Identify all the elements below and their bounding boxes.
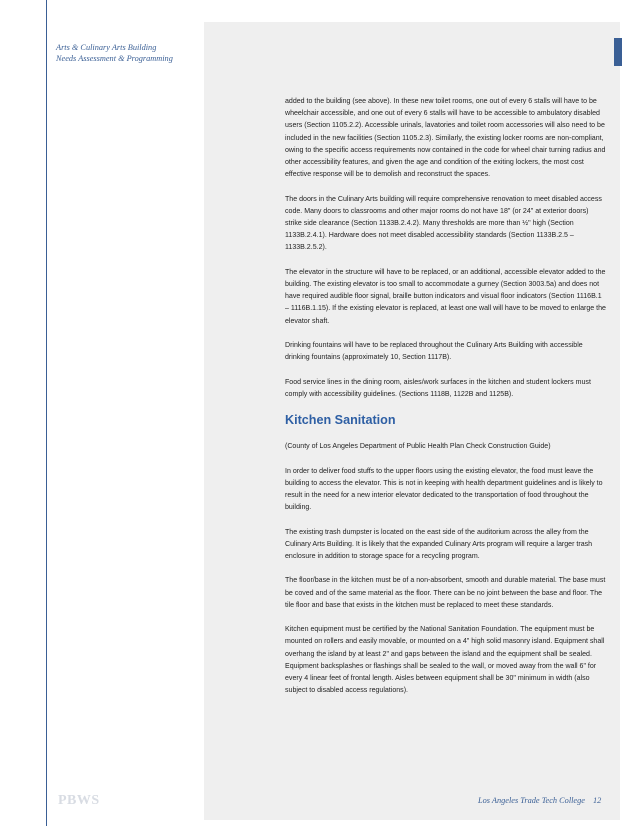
running-footer	[478, 796, 601, 805]
page-number: 12	[592, 796, 602, 805]
footer-college-name: Los Angeles Trade Tech College	[478, 796, 585, 805]
paragraph: Drinking fountains will have to be replaced throughout the Culinary Arts Building with accessible drinking fountains (approximately 10, Section 1117B).	[285, 342, 583, 362]
section-heading: Kitchen Sanitation	[285, 413, 396, 428]
running-header	[56, 42, 206, 64]
left-margin-rule	[46, 0, 47, 826]
page-tab-marker	[614, 38, 622, 66]
paragraph: Food service lines in the dining room, aisles/work surfaces in the kitchen and student lockers must comply with accessibility guidelines. (Sections 1118B, 1122B and 1125B).	[285, 378, 591, 398]
paragraph: added to the building (see above). In these new toilet rooms, one out of every 6 stalls will have to be wheelchair accessible, and one out of every 6 stalls will have to be accessible to ambulatory disabled users (Section 1105.2.2). Accessible urinals, lavatories and toilet room accessories will also need to be included in the new facilities (Section 1105.2.3). Similarly, the existing locker rooms are non-compliant, owing to the specific access requirements now contained in the code for wheel chair turning radius and other accessibility features, and given the age and condition of the exiting lockers, the most cost effective response will be to demolish and reconstruct the spaces.	[285, 98, 606, 179]
paragraph: The floor/base in the kitchen must be of a non-absorbent, smooth and durable material. The base must be coved and of the same material as the floor. There can be no joint between the base and floor. The tile floor and base that exists in the kitchen must be replaced to meet these standards.	[285, 577, 606, 609]
running-header-line-2: Needs Assessment & Programming	[56, 54, 173, 63]
paragraph: In order to deliver food stuffs to the upper floors using the existing elevator, the food must leave the building to access the elevator. This is not in keeping with health department guidelines and is likely to result in the need for a new interior elevator dedicated to the transportation of food throughout the building.	[285, 467, 603, 512]
firm-logo: PBWS	[58, 793, 100, 808]
paragraph: The existing trash dumpster is located on the east side of the auditorium across the alley from the Culinary Arts Building. It is likely that the expanded Culinary Arts program will require a larger trash enclosure in addition to storage space for a recycling program.	[285, 528, 593, 560]
paragraph: The doors in the Culinary Arts building will require comprehensive renovation to meet disabled access code. Many doors to classrooms and other major rooms do not have 18" (or 24" at exterior doors) strike side clearance (Section 1133B.2.4.2). Many thresholds are more than ½" high (Section 1133B.2.4.1). Hardware does not meet disabled accessibility standards (Section 1133B.2.5 – 1133B.2.5.2).	[285, 195, 602, 252]
paragraph: (County of Los Angeles Department of Public Health Plan Check Construction Guide)	[285, 443, 551, 451]
body-text	[285, 96, 607, 710]
running-header-line-1: Arts & Culinary Arts Building	[56, 43, 157, 52]
paragraph: The elevator in the structure will have to be replaced, or an additional, accessible elevator added to the building. The existing elevator is too small to accommodate a gurney (Section 3003.5a) and does not have required audible floor signal, braille button indicators and visual floor indicators (Section 1116B.1 – 1116B.1.15). If the existing elevator is replaced, at least one wall will have to be moved to enlarge the elevator shaft.	[285, 268, 606, 325]
paragraph: Kitchen equipment must be certified by the National Sanitation Foundation. The equipment must be mounted on rollers and easily movable, or mounted on a 4" high solid masonry island. Equipment shall overhang the island by at least 2" and gaps between the island and the equipment shall be sealed. Equipment backsplashes or flashings shall be sealed to the wall, or moved away from the wall 6" for every 4 linear feet of frontal length. Aisles between equipment shall be 30" minimum in width (also subject to disabled access regulations).	[285, 626, 605, 695]
